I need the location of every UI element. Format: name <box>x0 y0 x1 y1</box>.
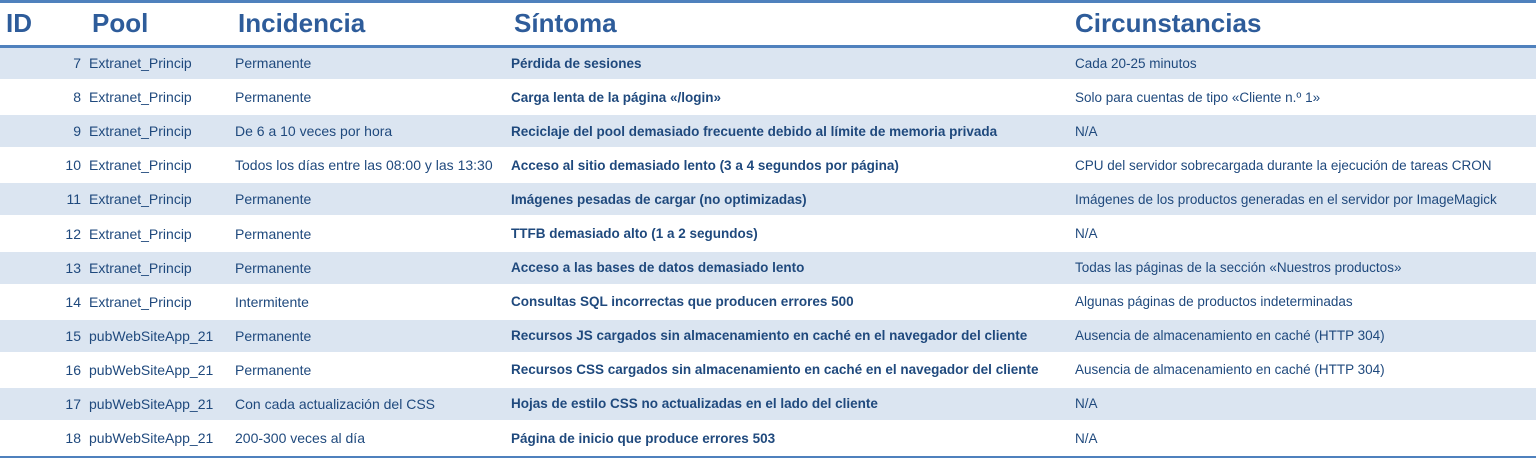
cell-circunstancias: Cada 20-25 minutos <box>1073 46 1536 80</box>
cell-id: 13 <box>0 251 87 285</box>
cell-id: 8 <box>0 80 87 114</box>
cell-circunstancias: CPU del servidor sobrecargada durante la ejecución de tareas CRON <box>1073 148 1536 182</box>
cell-sintoma: TTFB demasiado alto (1 a 2 segundos) <box>510 216 1073 250</box>
cell-pool: Extranet_Princip <box>87 285 233 319</box>
column-header-id: ID <box>0 3 87 46</box>
column-header-pool: Pool <box>87 3 233 46</box>
cell-pool: Extranet_Princip <box>87 46 233 80</box>
cell-incidencia: Permanente <box>233 216 510 250</box>
cell-circunstancias: Imágenes de los productos generadas en el servidor por ImageMagick <box>1073 182 1536 216</box>
cell-incidencia: Permanente <box>233 80 510 114</box>
cell-sintoma: Consultas SQL incorrectas que producen errores 500 <box>510 285 1073 319</box>
cell-circunstancias: Algunas páginas de productos indeterminadas <box>1073 285 1536 319</box>
cell-sintoma: Hojas de estilo CSS no actualizadas en el lado del cliente <box>510 387 1073 421</box>
cell-incidencia: De 6 a 10 veces por hora <box>233 114 510 148</box>
cell-pool: pubWebSiteApp_21 <box>87 319 233 353</box>
cell-incidencia: 200-300 veces al día <box>233 421 510 455</box>
cell-sintoma: Pérdida de sesiones <box>510 46 1073 80</box>
table-body <box>0 46 1536 455</box>
cell-circunstancias: Todas las páginas de la sección «Nuestros productos» <box>1073 251 1536 285</box>
cell-sintoma: Acceso al sitio demasiado lento (3 a 4 segundos por página) <box>510 148 1073 182</box>
cell-id: 15 <box>0 319 87 353</box>
cell-circunstancias: Ausencia de almacenamiento en caché (HTTP 304) <box>1073 319 1536 353</box>
cell-id: 11 <box>0 182 87 216</box>
cell-pool: pubWebSiteApp_21 <box>87 353 233 387</box>
table-row <box>0 421 1536 455</box>
cell-pool: Extranet_Princip <box>87 148 233 182</box>
cell-incidencia: Permanente <box>233 182 510 216</box>
cell-incidencia: Todos los días entre las 08:00 y las 13:30 <box>233 148 510 182</box>
cell-incidencia: Permanente <box>233 353 510 387</box>
cell-circunstancias: N/A <box>1073 216 1536 250</box>
cell-id: 14 <box>0 285 87 319</box>
cell-id: 7 <box>0 46 87 80</box>
cell-circunstancias: N/A <box>1073 114 1536 148</box>
cell-sintoma: Reciclaje del pool demasiado frecuente debido al límite de memoria privada <box>510 114 1073 148</box>
cell-id: 12 <box>0 216 87 250</box>
cell-incidencia: Permanente <box>233 251 510 285</box>
cell-pool: pubWebSiteApp_21 <box>87 421 233 455</box>
cell-sintoma: Página de inicio que produce errores 503 <box>510 421 1073 455</box>
table-row <box>0 114 1536 148</box>
column-header-sintoma: Síntoma <box>510 3 1073 46</box>
table-row <box>0 148 1536 182</box>
cell-incidencia: Permanente <box>233 46 510 80</box>
table-row <box>0 80 1536 114</box>
cell-id: 9 <box>0 114 87 148</box>
incident-table <box>0 3 1536 456</box>
cell-sintoma: Recursos JS cargados sin almacenamiento en caché en el navegador del cliente <box>510 319 1073 353</box>
cell-circunstancias: N/A <box>1073 421 1536 455</box>
cell-sintoma: Carga lenta de la página «/login» <box>510 80 1073 114</box>
cell-id: 18 <box>0 421 87 455</box>
table-row <box>0 251 1536 285</box>
table-row <box>0 216 1536 250</box>
table-row <box>0 353 1536 387</box>
cell-sintoma: Imágenes pesadas de cargar (no optimizadas) <box>510 182 1073 216</box>
table-row <box>0 182 1536 216</box>
cell-circunstancias: Ausencia de almacenamiento en caché (HTTP 304) <box>1073 353 1536 387</box>
cell-pool: Extranet_Princip <box>87 114 233 148</box>
cell-circunstancias: N/A <box>1073 387 1536 421</box>
cell-id: 16 <box>0 353 87 387</box>
cell-pool: Extranet_Princip <box>87 80 233 114</box>
cell-incidencia: Permanente <box>233 319 510 353</box>
column-header-incidencia: Incidencia <box>233 3 510 46</box>
cell-circunstancias: Solo para cuentas de tipo «Cliente n.º 1» <box>1073 80 1536 114</box>
cell-id: 10 <box>0 148 87 182</box>
table-row <box>0 285 1536 319</box>
cell-incidencia: Intermitente <box>233 285 510 319</box>
cell-pool: Extranet_Princip <box>87 251 233 285</box>
cell-pool: Extranet_Princip <box>87 216 233 250</box>
cell-incidencia: Con cada actualización del CSS <box>233 387 510 421</box>
cell-pool: pubWebSiteApp_21 <box>87 387 233 421</box>
column-header-circunstancias: Circunstancias <box>1073 3 1536 46</box>
cell-sintoma: Acceso a las bases de datos demasiado lento <box>510 251 1073 285</box>
cell-pool: Extranet_Princip <box>87 182 233 216</box>
table-header <box>0 3 1536 46</box>
header-row <box>0 3 1536 46</box>
cell-sintoma: Recursos CSS cargados sin almacenamiento en caché en el navegador del cliente <box>510 353 1073 387</box>
cell-id: 17 <box>0 387 87 421</box>
table-row <box>0 46 1536 80</box>
table-row <box>0 319 1536 353</box>
table-row <box>0 387 1536 421</box>
